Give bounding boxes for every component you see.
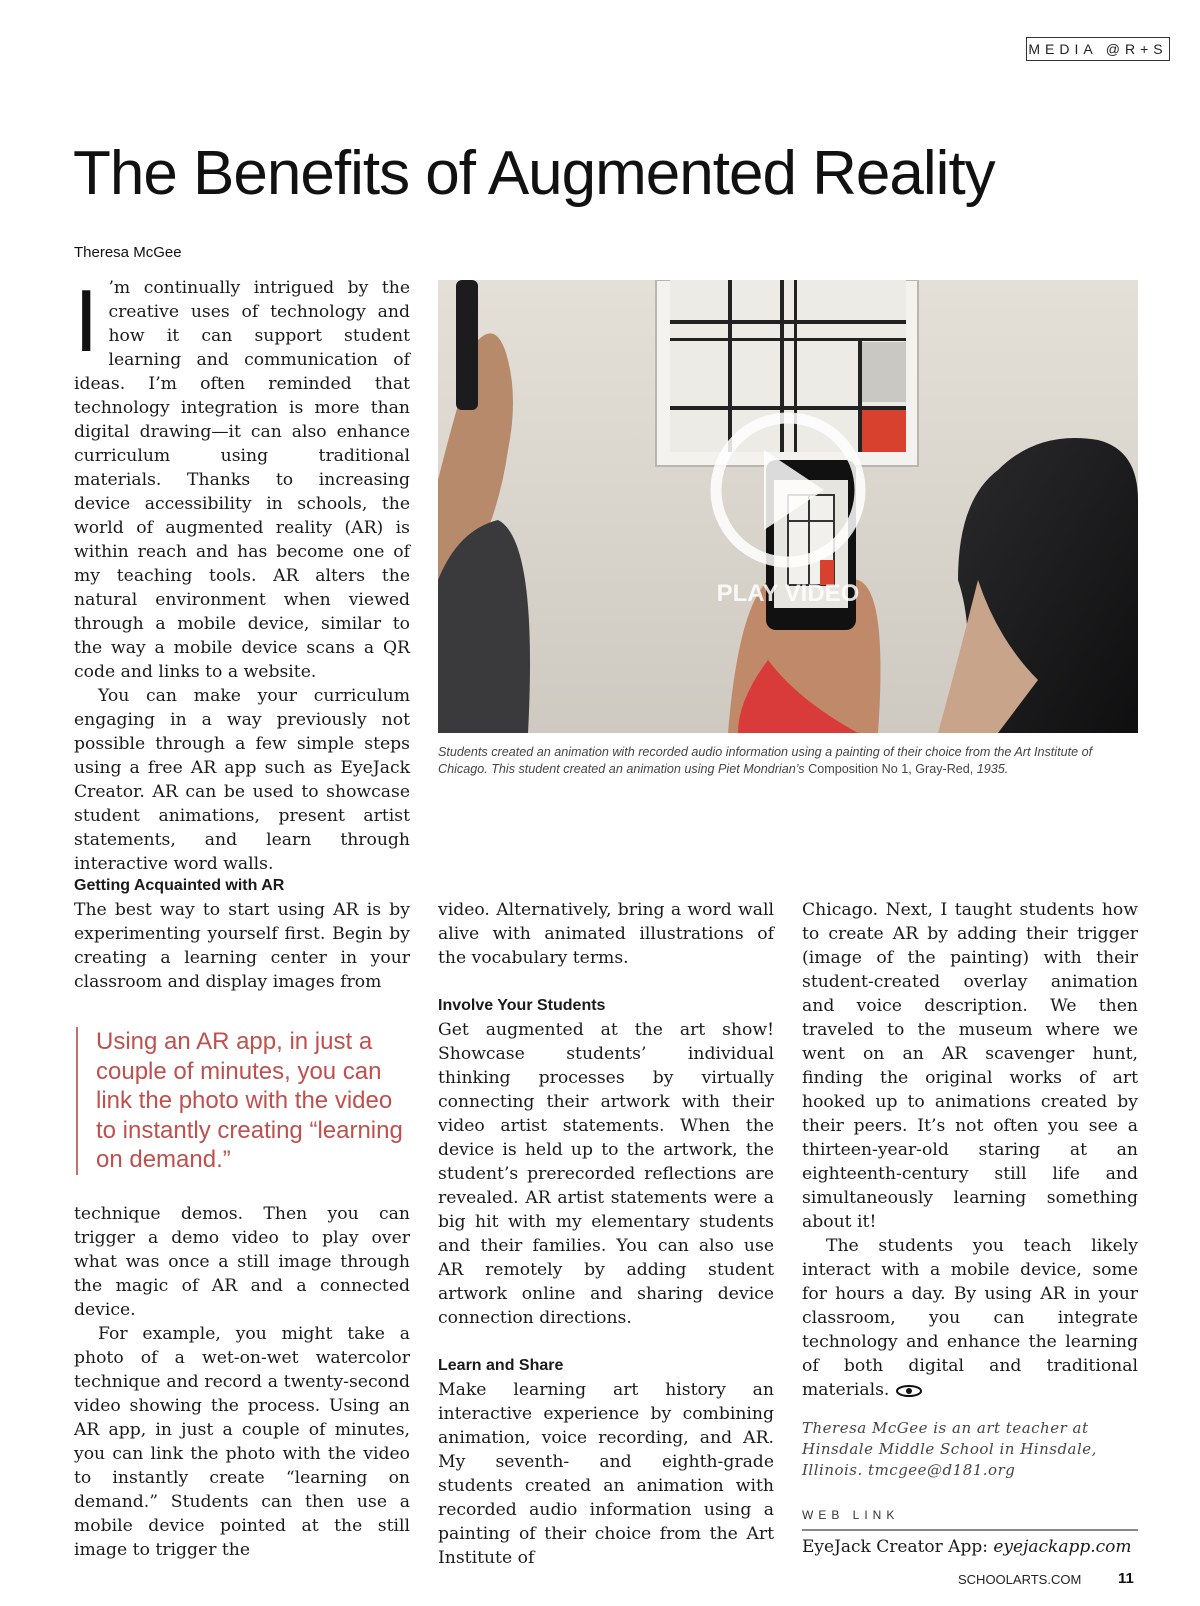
sec1-paragraph-2: For example, you might take a photo of a wet-on-wet watercolor technique and record a twenty-second video showing the process. Using an AR app, in just a couple of minutes, you can link the photo with the video to instantly create “learning on demand.” Students can then use a mobile device pointed at the still image to trigger the	[74, 1324, 410, 1560]
play-video-label[interactable]: PLAY VIDEO	[716, 580, 860, 607]
web-link	[802, 1535, 1138, 1559]
col2-paragraph-1: video. Alternatively, bring a word wall alive with animated illustrations of the vocabulary terms.	[438, 900, 774, 968]
article-title: The Benefits of Augmented Reality	[73, 139, 995, 208]
section-tag: MEDIA @R+S	[1026, 37, 1170, 61]
pull-quote: Using an AR app, in just a couple of minutes, you can link the photo with the video to instantly creating “learning on demand.”	[76, 1027, 406, 1175]
video-thumbnail[interactable]	[438, 280, 1138, 733]
caption-text: Students created an animation with recorded audio information using a painting of their choice from the Art Institute of Chicago. This student created an animation using Piet Mondrian’s	[438, 745, 1093, 776]
caption-artwork-title: Composition No 1, Gray-Red,	[808, 762, 974, 776]
col3-paragraph-1: Chicago. Next, I taught students how to create AR by adding their trigger (image of the painting) with their student-created overlay animation and voice description. We then traveled to the museum where we went on an AR scavenger hunt, finding the original works of art hooked up to animations created by their peers. It’s not often you see a thirteen-year-old staring at an eighteenth-century still life and simultaneously learning something about it!	[802, 900, 1138, 1232]
column-1	[74, 874, 410, 994]
intro-paragraph-1: ’m continually intrigued by the creative uses of technology and how it can support student learning and communication of ideas. I’m often reminded that technology integration is more than digital drawing—it can also enhance curriculum using traditional materials. Thanks to increasing device accessibility in schools, the world of augmented reality (AR) is within reach and has become one of my teaching tools. AR alters the natural environment when viewed through a mobile device, similar to the way a mobile device scans a QR code and links to a website.	[74, 278, 410, 682]
subhead-learn-share: Learn and Share	[438, 1357, 564, 1374]
page-number: 11	[1118, 1570, 1134, 1587]
column-3	[802, 898, 1138, 1559]
col3-paragraph-2-text: The students you teach likely interact with a mobile device, some for hours a day. By using AR in your classroom, you can integrate technology and enhance the learning of both digital and traditional materials.	[802, 1236, 1138, 1400]
sec1-paragraph-1b: technique demos. Then you can trigger a demo video to play over what was once a still image through the magic of AR and a connected device.	[74, 1204, 410, 1320]
caption-year: 1935.	[973, 762, 1009, 776]
web-link-url[interactable]: eyejackapp.com	[993, 1537, 1132, 1557]
end-mark-icon	[895, 1384, 923, 1398]
footer-site: SCHOOLARTS.COM	[958, 1572, 1082, 1587]
subhead-involve-students: Involve Your Students	[438, 997, 606, 1014]
intro-column	[74, 271, 410, 876]
photo-caption	[438, 744, 1138, 778]
sec2-paragraph-1: Get augmented at the art show! Showcase students’ individual thinking processes by virtually connecting their artwork with their video artist statements. When the device is held up to the artwork, the student’s prerecorded reflections are revealed. AR artist statements were a big hit with my elementary students and their families. You can also use AR remotely by adding student artwork online and sharing device connection directions.	[438, 1020, 774, 1328]
column-2	[438, 898, 774, 1570]
video-still-image	[438, 280, 1138, 733]
author-bio: Theresa McGee is an art teacher at Hinsdale Middle School in Hinsdale, Illinois. tmcgee@d181.org	[802, 1419, 1097, 1479]
web-link-label: EyeJack Creator App:	[802, 1537, 994, 1557]
col3-paragraph-2	[802, 1234, 1138, 1402]
column-1-continued	[74, 1202, 410, 1562]
author-byline: Theresa McGee	[74, 244, 182, 261]
intro-paragraph-2: You can make your curriculum engaging in a way previously not possible through a few simple steps using a free AR app such as EyeJack Creator. AR can be used to showcase student animations, present artist statements, and learn through interactive word walls.	[74, 686, 410, 874]
sec3-paragraph-1: Make learning art history an interactive experience by combining animation, voice recording, and AR. My seventh- and eighth-grade students created an animation with recorded audio information using a painting of their choice from the Art Institute of	[438, 1380, 774, 1568]
subhead-getting-acquainted: Getting Acquainted with AR	[74, 877, 285, 894]
sec1-paragraph-1a: The best way to start using AR is by experimenting yourself first. Begin by creating a learning center in your classroom and display images from	[74, 900, 410, 992]
web-link-heading: WEB LINK	[802, 1503, 1138, 1531]
drop-cap: I	[74, 271, 99, 370]
